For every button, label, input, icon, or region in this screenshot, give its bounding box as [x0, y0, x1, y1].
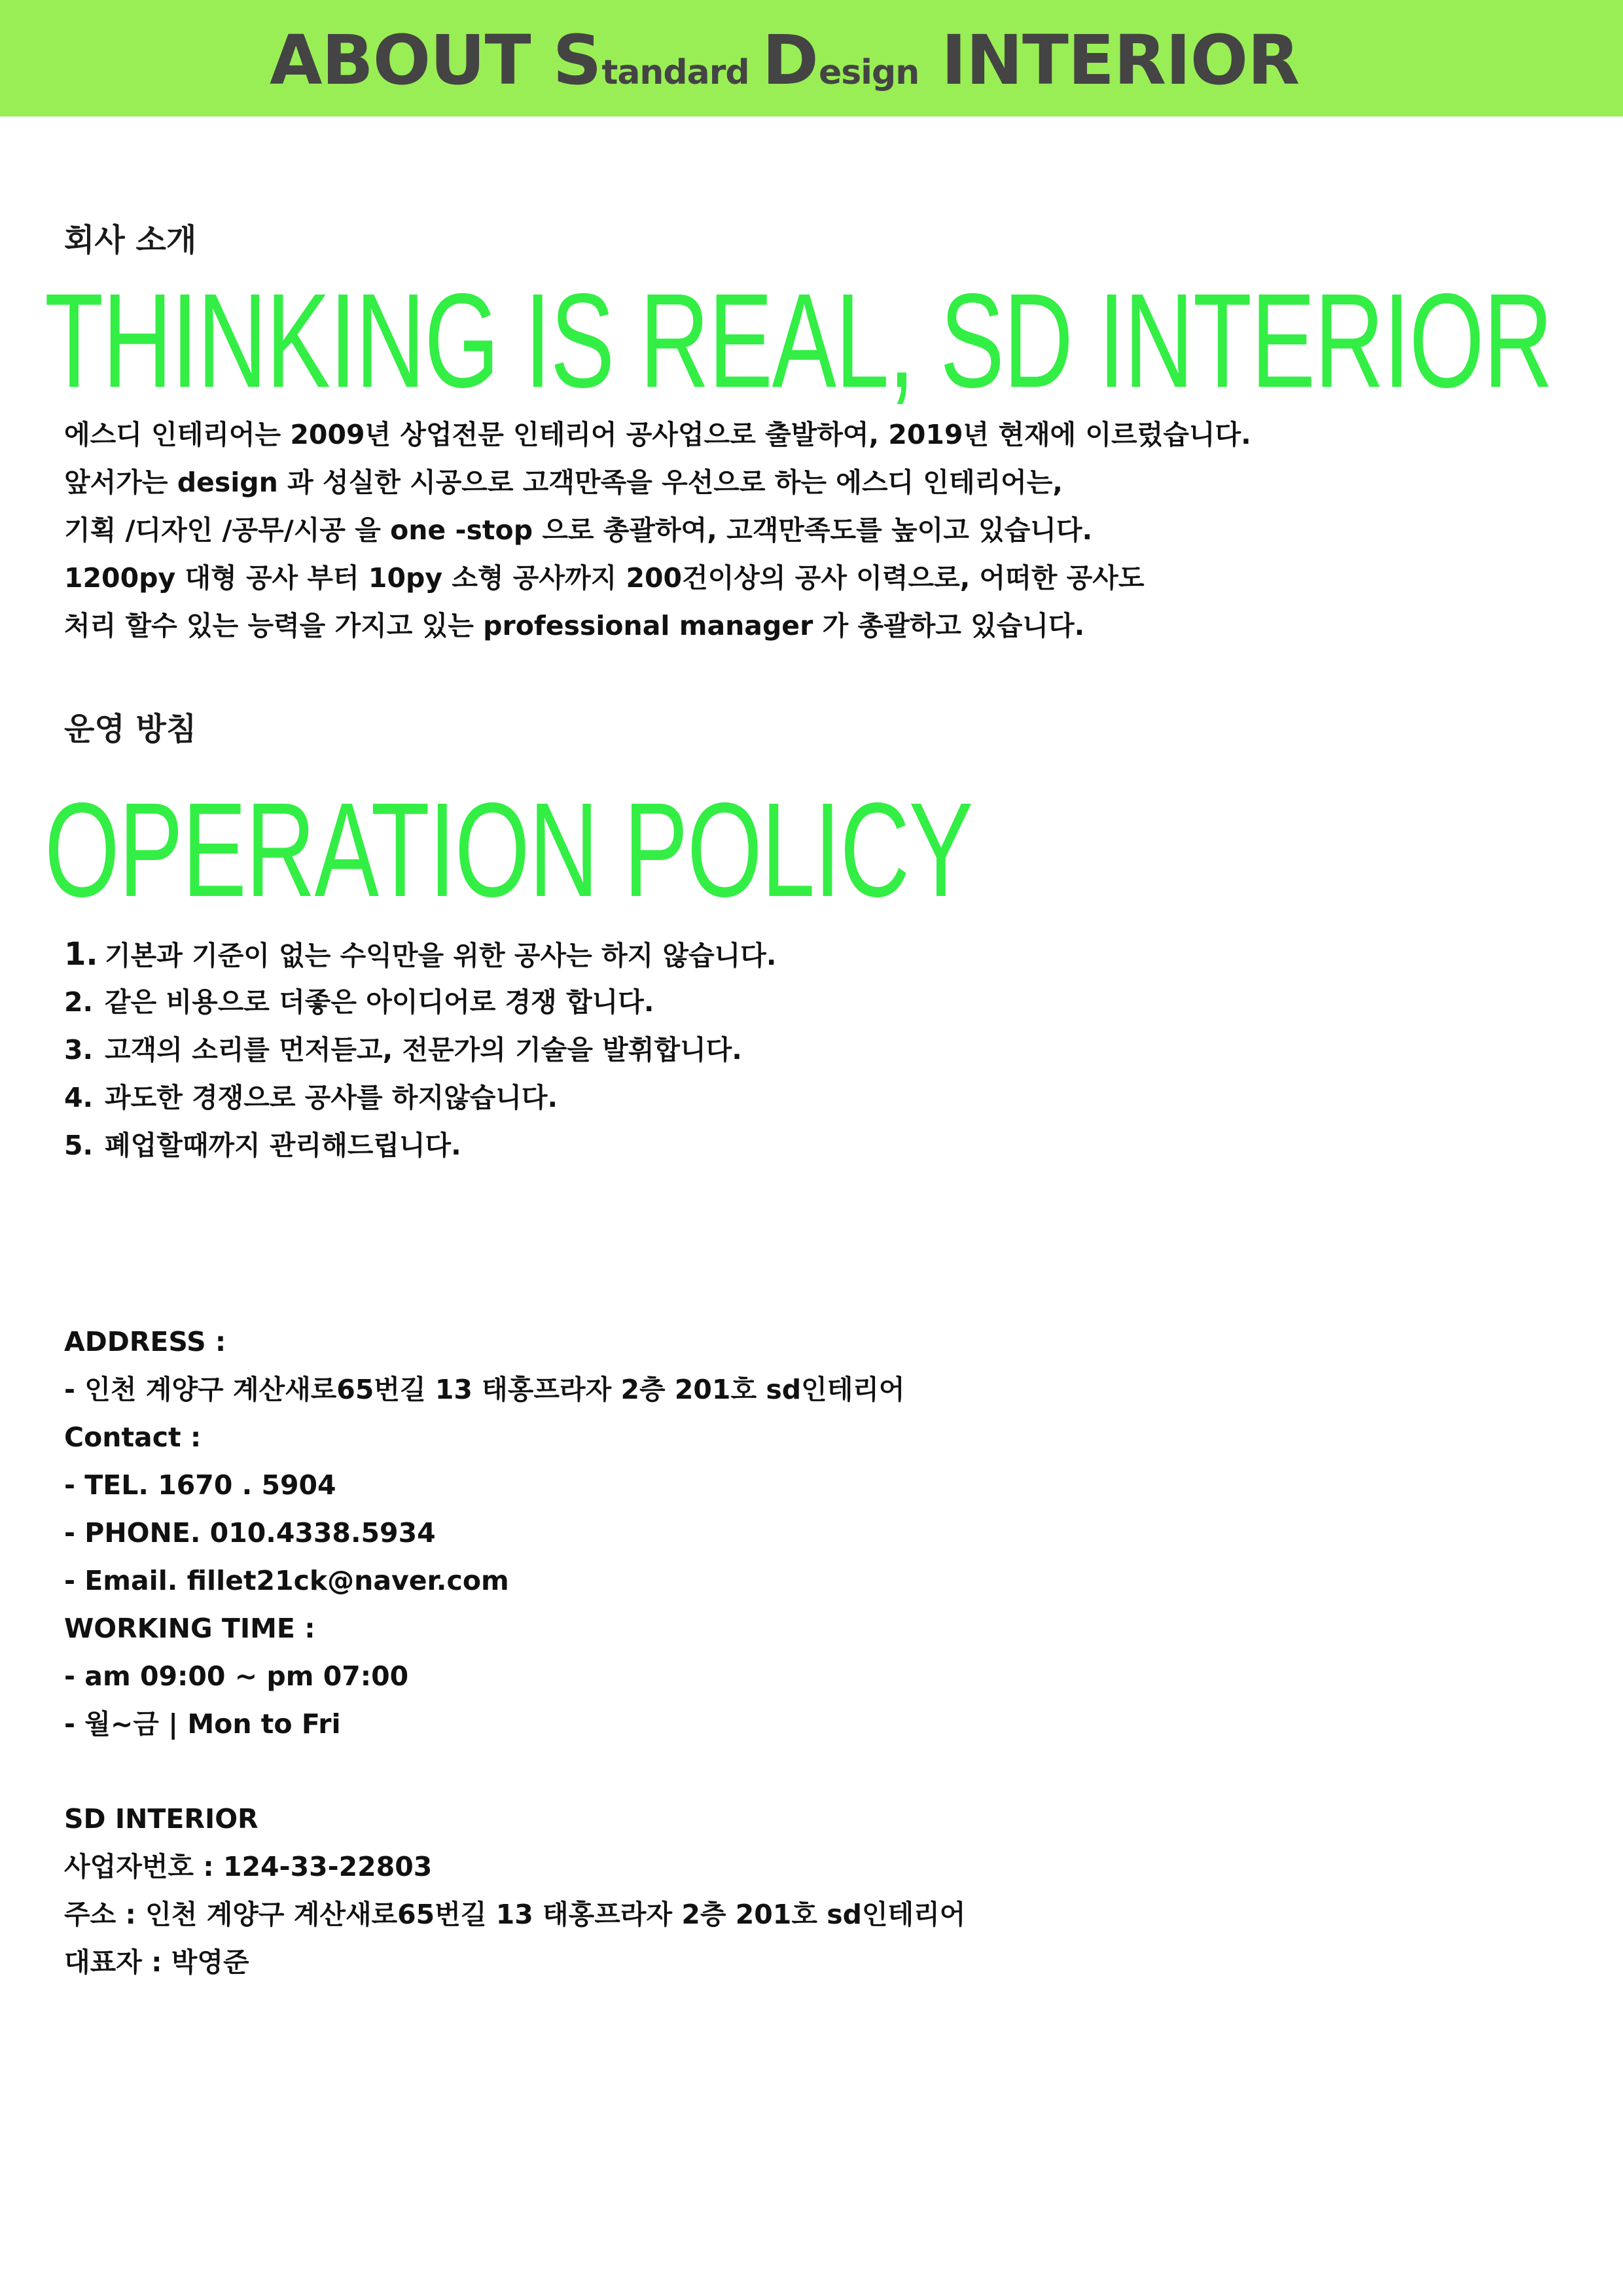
header-s-rest: tandard	[601, 53, 749, 92]
contact-heading: Contact :	[64, 1422, 202, 1453]
company-paragraph-line: 에스디 인테리어는 2009년 상업전문 인테리어 공사업으로 출발하여, 2019년 현재에 이르렀습니다.	[64, 419, 1251, 450]
policy-item	[64, 1074, 776, 1122]
business-info-block	[64, 1795, 965, 1986]
company-paragraph-line: 앞서가는 design 과 성실한 시공으로 고객만족을 우선으로 하는 에스디 인테리어는,	[64, 467, 1063, 498]
policy-item	[64, 978, 776, 1026]
working-time-heading: WORKING TIME :	[64, 1613, 315, 1644]
header-s-cap: S	[552, 20, 602, 100]
policy-item-text: 폐업할때까지 관리해드립니다.	[105, 1130, 461, 1161]
header-interior: INTERIOR	[941, 20, 1300, 100]
working-days-value: - 월~금 | Mon to Fri	[64, 1708, 341, 1740]
working-hours-value: - am 09:00 ~ pm 07:00	[64, 1660, 409, 1692]
header-d-rest: esign	[818, 53, 919, 92]
policy-section-label: 운영 방침	[64, 711, 197, 747]
company-headline: THINKING IS REAL, SD INTERIOR	[45, 266, 1552, 416]
phone-value: - PHONE. 010.4338.5934	[64, 1517, 436, 1549]
contact-block	[64, 1318, 905, 1748]
policy-item-text: 과도한 경쟁으로 공사를 하지않습니다.	[105, 1082, 558, 1113]
header-title	[270, 20, 1300, 100]
company-paragraph-line: 기획 /디자인 /공무/시공 을 one -stop 으로 총괄하여, 고객만족도를 높이고 있습니다.	[64, 514, 1093, 546]
business-address: 주소 : 인천 계양구 계산새로65번길 13 태홍프라자 2층 201호 sd인테리어	[64, 1899, 966, 1930]
header-banner	[0, 0, 1623, 117]
company-paragraph-line: 처리 할수 있는 능력을 가지고 있는 professional manager 가 총괄하고 있습니다.	[64, 610, 1085, 641]
policy-item-number: 4.	[64, 1082, 94, 1113]
tel-value: - TEL. 1670 . 5904	[64, 1469, 336, 1501]
address-heading: ADDRESS :	[64, 1326, 226, 1357]
policy-item-text: 같은 비용으로 더좋은 아이디어로 경쟁 합니다.	[105, 986, 654, 1018]
business-representative: 대표자 : 박영준	[64, 1946, 249, 1978]
business-registration-number: 사업자번호 : 124-33-22803	[64, 1851, 433, 1882]
address-value: - 인천 계양구 계산새로65번길 13 태홍프라자 2층 201호 sd인테리어	[64, 1374, 905, 1405]
header-about: ABOUT	[270, 20, 531, 100]
policy-item	[64, 1122, 776, 1170]
policy-item	[64, 931, 776, 978]
policy-item-number: 5.	[64, 1130, 94, 1161]
email-value: - Email. fillet21ck@naver.com	[64, 1565, 509, 1596]
policy-item	[64, 1026, 776, 1074]
policy-item-text: 기본과 기준이 없는 수익만을 위한 공사는 하지 않습니다.	[105, 940, 777, 971]
policy-item-number: 1.	[64, 936, 98, 973]
policy-item-number: 2.	[64, 986, 94, 1018]
company-paragraph-line: 1200py 대형 공사 부터 10py 소형 공사까지 200건이상의 공사 이력으로, 어떠한 공사도	[64, 562, 1145, 594]
policy-headline: OPERATION POLICY	[45, 775, 972, 925]
policy-item-text: 고객의 소리를 먼저듣고, 전문가의 기술을 발휘합니다.	[105, 1034, 742, 1066]
policy-list	[64, 931, 776, 1170]
business-name: SD INTERIOR	[64, 1803, 259, 1835]
header-d-cap: D	[762, 20, 819, 100]
company-section-label: 회사 소개	[64, 222, 197, 259]
company-paragraph	[64, 411, 1251, 650]
policy-item-number: 3.	[64, 1034, 94, 1066]
